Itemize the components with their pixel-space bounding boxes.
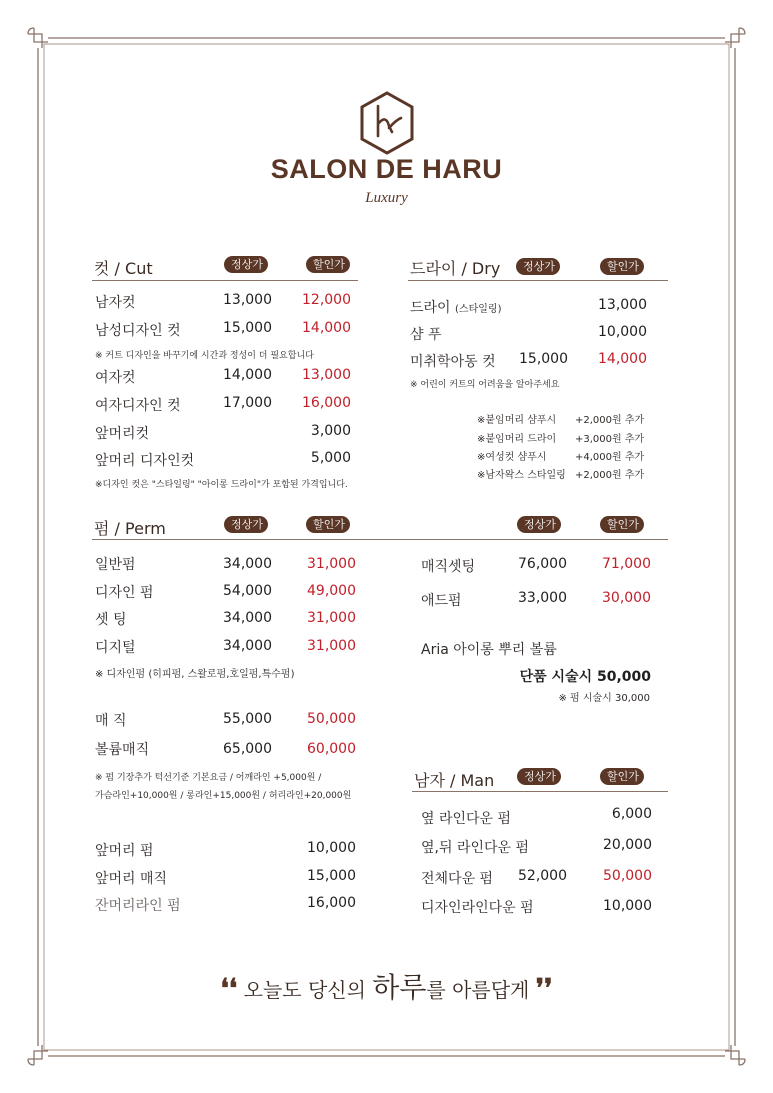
cut-section-title: 컷 / Cut xyxy=(94,259,153,278)
perm-straight-item-discount: 60,000 xyxy=(307,741,356,757)
man-item-regular: 6,000 xyxy=(611,806,652,822)
dry-addon-name: ※붙임머리 샴푸시 xyxy=(477,415,557,426)
perm-item-discount: 31,000 xyxy=(307,556,356,572)
slogan-part1: 오늘도 당신의 xyxy=(243,978,373,1002)
man-item-regular: 10,000 xyxy=(603,898,652,914)
perm-item-regular: 34,000 xyxy=(223,638,272,654)
perm-item-name: 일반펌 xyxy=(95,557,136,573)
perm-straight-item-name: 매 직 xyxy=(95,713,127,729)
perm-right-item-regular: 76,000 xyxy=(518,556,567,572)
dry-item-regular: 13,000 xyxy=(598,297,647,313)
cut-item-regular: 3,000 xyxy=(310,423,351,439)
dry-item-name: 미취학아동 컷 xyxy=(410,354,496,370)
perm-straight-item-discount: 50,000 xyxy=(307,711,356,727)
brand-name: SALON DE HARU xyxy=(270,154,503,184)
dry-item-discount: 14,000 xyxy=(598,351,647,367)
open-quote-icon: ❛❛ xyxy=(220,974,238,1004)
dry-item-name xyxy=(410,297,501,317)
man-item-name: 디자인라인다운 펌 xyxy=(421,900,534,916)
hexagon-h-logo-icon xyxy=(358,90,416,156)
cut-note: ※디자인 컷은 "스타일링" "아이롱 드라이"가 포함된 가격입니다. xyxy=(95,480,348,490)
slogan-emphasis: 하루 xyxy=(372,971,427,1004)
perm-divider xyxy=(92,539,668,540)
dry-item-tag: (스타일링) xyxy=(455,304,502,315)
perm-right-item-name: 애드펌 xyxy=(421,593,462,609)
dry-discount-price-badge: 할인가 xyxy=(600,258,644,275)
cut-item-regular: 13,000 xyxy=(223,292,272,308)
perm-right-item-regular: 33,000 xyxy=(518,590,567,606)
dry-item-name: 샴 푸 xyxy=(410,327,442,343)
aria-root-volume-label: Aria 아이롱 뿌리 볼륨 xyxy=(421,642,557,658)
man-section-title: 남자 / Man xyxy=(414,771,495,790)
perm-note: ※ 디자인펌 (히피펌, 스왈로펌,호일펌,특수펌) xyxy=(95,669,295,680)
perm-bangs-item-regular: 15,000 xyxy=(307,868,356,884)
perm-right-item-name: 매직셋팅 xyxy=(421,559,476,575)
cut-item-name: 여자컷 xyxy=(95,370,136,386)
man-item-name: 전체다운 펌 xyxy=(421,871,494,887)
cut-item-discount: 12,000 xyxy=(302,292,351,308)
perm-straight-item-name: 볼륨매직 xyxy=(95,742,150,758)
perm-item-regular: 34,000 xyxy=(223,556,272,572)
dry-addon-name: ※남자왁스 스타일링 xyxy=(477,470,566,481)
slogan xyxy=(0,966,773,1006)
aria-with-perm-price: ※ 펌 시술시 30,000 xyxy=(558,693,650,704)
perm-item-discount: 49,000 xyxy=(307,583,356,599)
cut-item-regular: 17,000 xyxy=(223,395,272,411)
dry-addon-price: +2,000원 추가 xyxy=(575,415,645,426)
dry-divider xyxy=(408,280,668,281)
man-item-regular: 52,000 xyxy=(518,868,567,884)
perm-regular-price-badge: 정상가 xyxy=(224,516,268,533)
cut-item-regular: 5,000 xyxy=(310,450,351,466)
dry-item-label: 드라이 xyxy=(410,300,451,316)
close-quote-icon: ❜❜ xyxy=(535,974,553,1004)
dry-item-regular: 15,000 xyxy=(519,351,568,367)
man-item-regular: 20,000 xyxy=(603,837,652,853)
perm-item-name: 디자인 펌 xyxy=(95,585,154,601)
perm-right-item-discount: 71,000 xyxy=(602,556,651,572)
cut-item-name: 남자컷 xyxy=(95,295,136,311)
perm-item-regular: 54,000 xyxy=(223,583,272,599)
aria-single-price: 단품 시술시 50,000 xyxy=(519,669,651,685)
man-item-name: 옆,뒤 라인다운 펌 xyxy=(421,840,530,856)
perm-item-discount: 31,000 xyxy=(307,610,356,626)
cut-item-discount: 14,000 xyxy=(302,320,351,336)
perm-right-item-discount: 30,000 xyxy=(602,590,651,606)
dry-addon-price: +4,000원 추가 xyxy=(575,452,645,463)
cut-item-name: 앞머리 디자인컷 xyxy=(95,453,195,469)
perm-right-discount-price-badge: 할인가 xyxy=(600,516,644,533)
dry-regular-price-badge: 정상가 xyxy=(516,258,560,275)
perm-length-note: 가슴라인+10,000원 / 롱라인+15,000원 / 허리라인+20,000원 xyxy=(95,791,352,801)
perm-item-discount: 31,000 xyxy=(307,638,356,654)
man-discount-price-badge: 할인가 xyxy=(600,768,644,785)
brand-subtitle: Luxury xyxy=(365,190,408,206)
slogan-part2: 를 아름답게 xyxy=(426,978,530,1002)
perm-right-regular-price-badge: 정상가 xyxy=(517,516,561,533)
dry-item-regular: 10,000 xyxy=(598,324,647,340)
perm-straight-item-regular: 55,000 xyxy=(223,711,272,727)
cut-item-regular: 14,000 xyxy=(223,367,272,383)
dry-note: ※ 어린이 커트의 어려움을 알아주세요 xyxy=(410,380,560,390)
dry-section-title: 드라이 / Dry xyxy=(410,259,501,278)
cut-regular-price-badge: 정상가 xyxy=(224,256,268,273)
cut-item-discount: 16,000 xyxy=(302,395,351,411)
perm-bangs-item-name: 잔머리라인 펌 xyxy=(95,898,181,914)
perm-item-name: 셋 팅 xyxy=(95,612,127,628)
perm-length-note: ※ 펌 기장추가 턱선기준 기본요금 / 어깨라인 +5,000원 / xyxy=(95,773,322,783)
perm-bangs-item-name: 앞머리 펌 xyxy=(95,843,154,859)
cut-discount-price-badge: 할인가 xyxy=(306,256,350,273)
dry-addon-name: ※여성컷 샴푸시 xyxy=(477,452,547,463)
man-item-discount: 50,000 xyxy=(603,868,652,884)
perm-discount-price-badge: 할인가 xyxy=(306,516,350,533)
perm-straight-item-regular: 65,000 xyxy=(223,741,272,757)
man-item-name: 옆 라인다운 펌 xyxy=(421,811,512,827)
perm-item-regular: 34,000 xyxy=(223,610,272,626)
perm-item-name: 디지털 xyxy=(95,640,136,656)
dry-addon-price: +2,000원 추가 xyxy=(575,470,645,481)
man-divider xyxy=(412,791,668,792)
cut-item-regular: 15,000 xyxy=(223,320,272,336)
dry-addon-name: ※붙임머리 드라이 xyxy=(477,434,557,445)
cut-item-name: 앞머리컷 xyxy=(95,426,150,442)
man-regular-price-badge: 정상가 xyxy=(517,768,561,785)
cut-item-discount: 13,000 xyxy=(302,367,351,383)
perm-bangs-item-regular: 16,000 xyxy=(307,895,356,911)
perm-bangs-item-regular: 10,000 xyxy=(307,840,356,856)
dry-addon-price: +3,000원 추가 xyxy=(575,434,645,445)
cut-divider xyxy=(92,280,358,281)
cut-note: ※ 커트 디자인을 바꾸기에 시간과 정성이 더 필요합니다 xyxy=(95,351,314,361)
perm-section-title: 펌 / Perm xyxy=(94,519,166,538)
perm-bangs-item-name: 앞머리 매직 xyxy=(95,871,168,887)
cut-item-name: 남성디자인 컷 xyxy=(95,323,181,339)
cut-item-name: 여자디자인 컷 xyxy=(95,398,181,414)
